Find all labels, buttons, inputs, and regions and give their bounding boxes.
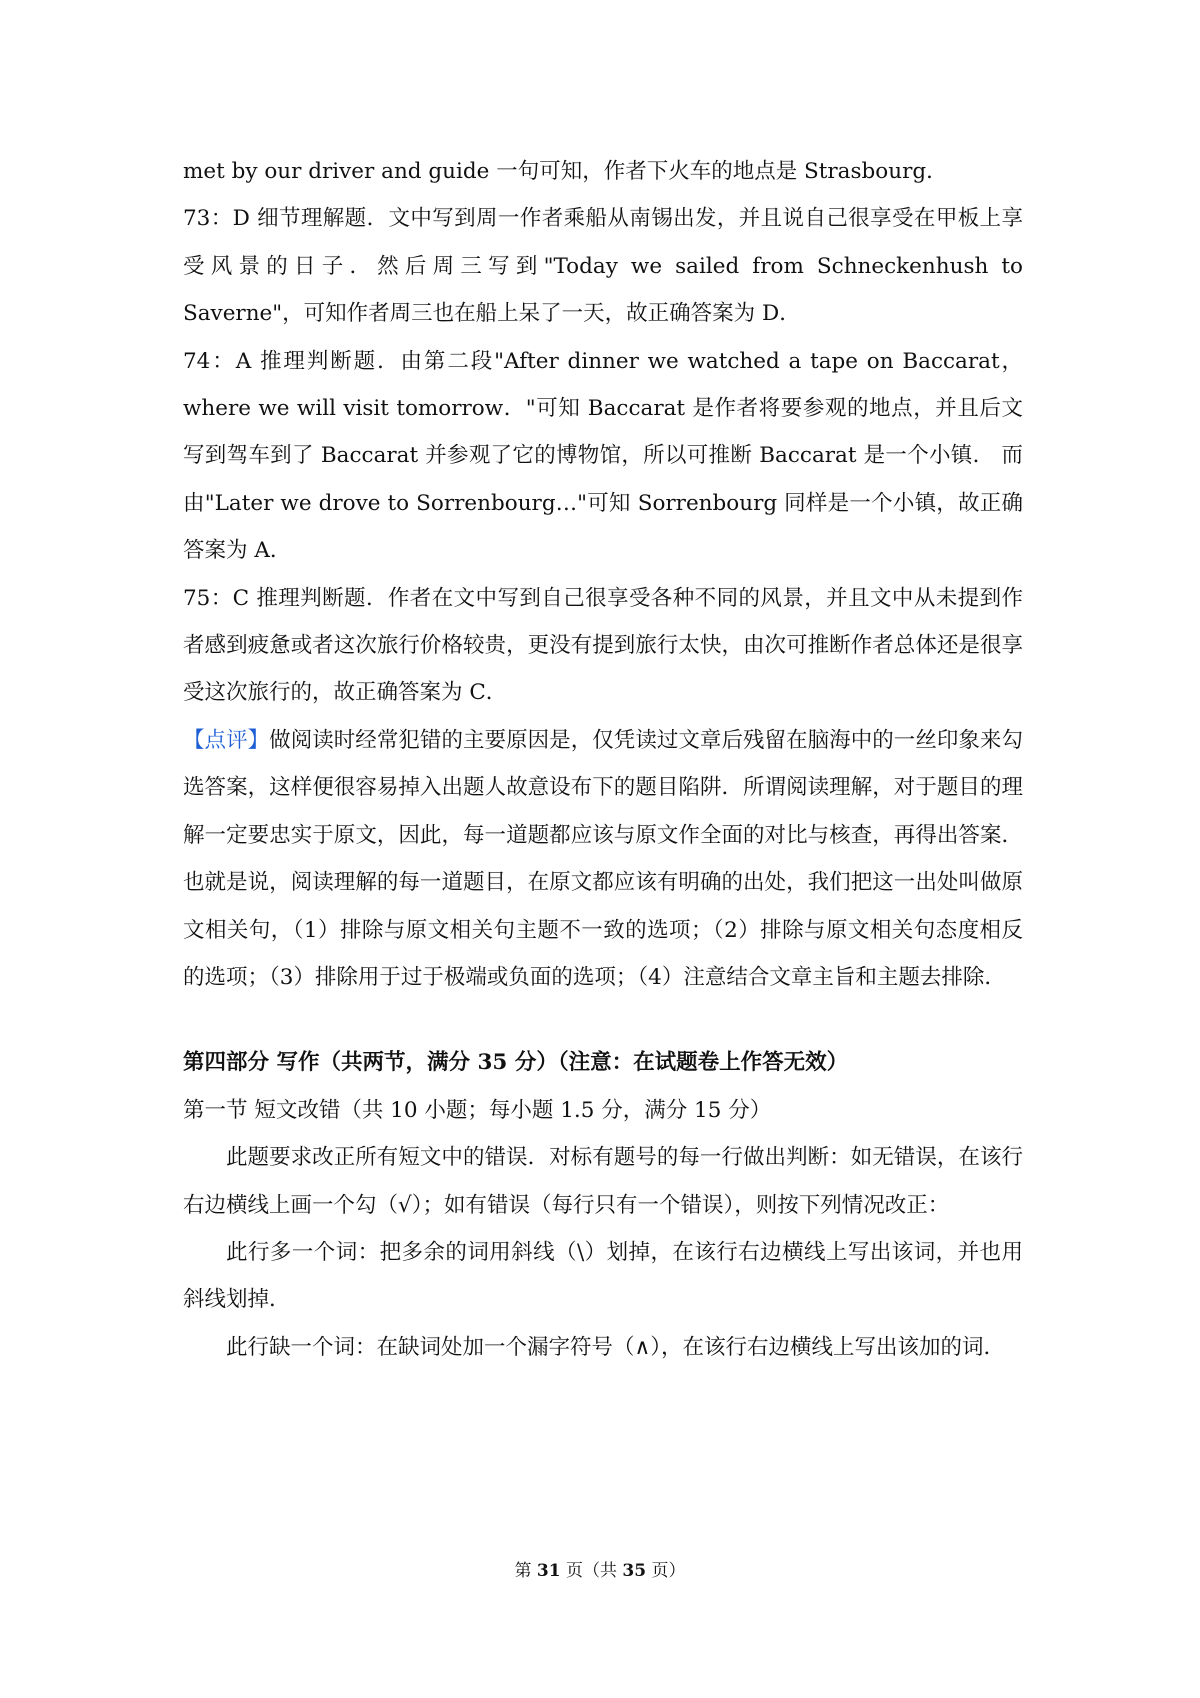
comment-text: 做阅读时经常犯错的主要原因是，仅凭读过文章后残留在脑海中的一丝印象来勾选答案，这样便很容易掉入出题人故意设布下的题目陷阱．所谓阅读理解，对于题目的理解一定要忠实于原文，因此，每一道题都应该与原文作全面的对比与核查，再得出答案．也就是说，阅读理解的每一道题目，在原文都应该有明确的出处，我们把这一出处叫做原文相关句，（1）排除与原文相关句主题不一致的选项；（2）排除与原文相关句态度相反的选项；（3）排除用于过于极端或负面的选项；（4）注意结合文章主旨和主题去排除． bbox=[183, 727, 1023, 990]
instruction-paragraph-3: 此行缺一个词：在缺词处加一个漏字符号（∧），在该行右边横线上写出该加的词． bbox=[226, 1334, 1005, 1360]
instruction-paragraph-1: 此题要求改正所有短文中的错误．对标有题号的每一行做出判断：如无错误，在该行右边横线上画一个勾（√）；如有错误（每行只有一个错误），则按下列情况改正： bbox=[183, 1145, 1023, 1218]
footer-total-pages: 35 bbox=[622, 1561, 647, 1581]
footer-suffix: 页） bbox=[651, 1561, 686, 1581]
footer-page-number: 31 bbox=[536, 1561, 561, 1581]
answer-73: 73：D 细节理解题．文中写到周一作者乘船从南锡出发，并且说自己很享受在甲板上享受风景的日子．然后周三写到"Today we sailed from Schneckenhush to Saverne"，可知作者周三也在船上呆了一天，故正确答案为 D． bbox=[183, 206, 1023, 327]
answer-74: 74：A 推理判断题．由第二段"After dinner we watched a tape on Baccarat，where we will visit tomorrow．"可知 Baccarat 是作者将要参观的地点，并且后文写到驾车到了 Baccarat 并参观了它的博物馆，所以可推断 Baccarat 是一个小镇． 而由"Later we drove to Sorrenbourg…"可知 Sorrenbourg 同样是一个小镇，故正确答案为 A． bbox=[183, 348, 1023, 564]
answer-75: 75：C 推理判断题．作者在文中写到自己很享受各种不同的风景，并且文中从未提到作者感到疲惫或者这次旅行价格较贵，更没有提到旅行太快，由次可推断作者总体还是很享受这次旅行的，故正确答案为 C． bbox=[183, 585, 1023, 706]
answer-72-tail: met by our driver and guide 一句可知，作者下火车的地点是 Strasbourg． bbox=[183, 159, 948, 184]
part-four-heading: 第四部分 写作（共两节，满分 35 分）（注意：在试题卷上作答无效） bbox=[183, 1050, 849, 1076]
page-footer bbox=[0, 1556, 1200, 1581]
footer-prefix: 第 bbox=[514, 1561, 532, 1581]
section-one-heading: 第一节 短文改错（共 10 小题；每小题 1.5 分，满分 15 分） bbox=[183, 1097, 772, 1123]
instruction-paragraph-2: 此行多一个词：把多余的词用斜线（\）划掉，在该行右边横线上写出该词，并也用斜线划掉． bbox=[183, 1239, 1023, 1313]
document-body bbox=[183, 148, 1023, 1371]
comment-tag: 【点评】 bbox=[183, 727, 270, 753]
footer-mid: 页（共 bbox=[566, 1561, 617, 1581]
comment-paragraph bbox=[183, 717, 1023, 1001]
